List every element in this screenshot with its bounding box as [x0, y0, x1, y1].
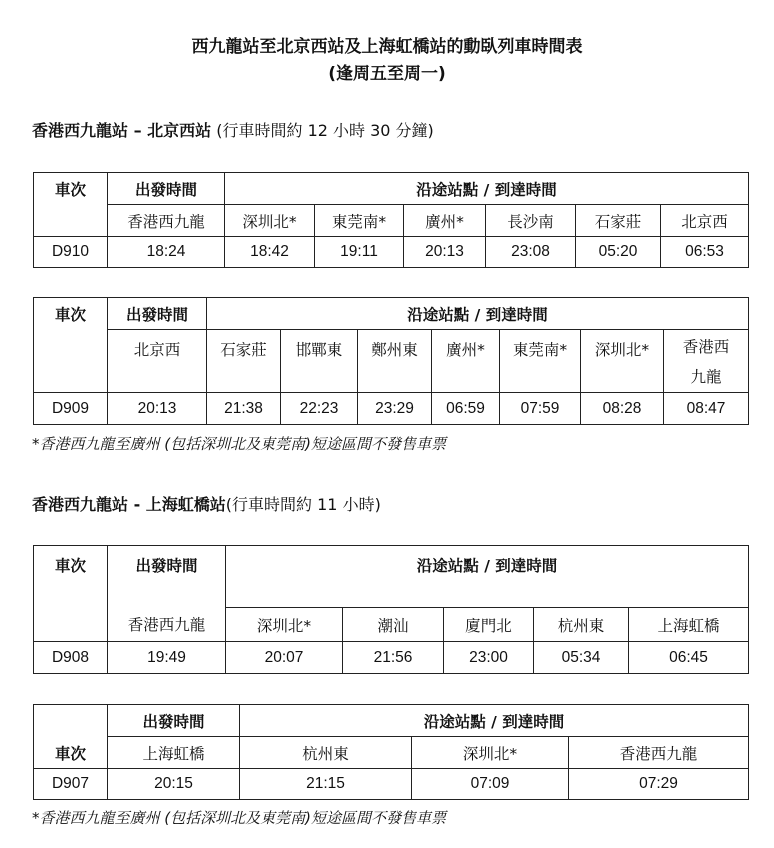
time-cell: 18:42	[225, 237, 315, 268]
section-title: 香港西九龍站 – 北京西站	[32, 121, 212, 140]
time-cell: 23:29	[358, 393, 432, 425]
time-cell: 20:07	[226, 642, 343, 674]
station-cell: 長沙南	[486, 205, 576, 237]
footnote: *香港西九龍至廣州 (包括深圳北及東莞南)短途區間不發售車票	[32, 435, 446, 453]
time-cell: 20:13	[404, 237, 486, 268]
footnote: *香港西九龍至廣州 (包括深圳北及東莞南)短途區間不發售車票	[32, 809, 446, 827]
section-heading-beijing	[32, 118, 434, 141]
station-cell: 杭州東	[534, 608, 629, 642]
train-number: D910	[34, 237, 108, 268]
train-number: D908	[34, 642, 108, 674]
header-train-no: 車次	[34, 173, 108, 205]
station-cell: 上海虹橋	[108, 737, 240, 769]
time-cell: 20:13	[108, 393, 207, 425]
header-stops: 沿途站點 / 到達時間	[225, 173, 749, 205]
time-cell: 21:38	[207, 393, 281, 425]
time-cell: 07:59	[500, 393, 581, 425]
time-cell: 06:45	[629, 642, 749, 674]
header-train-no: 車次	[34, 737, 108, 769]
empty-cell	[34, 205, 108, 237]
time-cell: 06:53	[661, 237, 749, 268]
station-cell: 廣州*	[432, 330, 500, 393]
station-cell: 上海虹橋	[629, 608, 749, 642]
station-cell: 石家莊	[576, 205, 661, 237]
station-cell: 深圳北*	[412, 737, 569, 769]
time-cell: 05:20	[576, 237, 661, 268]
header-departure: 出發時間	[108, 546, 226, 608]
timetable-d909	[33, 297, 749, 425]
station-cell: 廣州*	[404, 205, 486, 237]
header-departure: 出發時間	[108, 173, 225, 205]
station-cell: 深圳北*	[225, 205, 315, 237]
time-cell: 05:34	[534, 642, 629, 674]
time-cell: 21:15	[240, 769, 412, 800]
station-cell: 邯鄲東	[281, 330, 358, 393]
station-cell: 香港西九龍	[108, 205, 225, 237]
time-cell: 18:24	[108, 237, 225, 268]
page-title: 西九龍站至北京西站及上海虹橋站的動臥列車時間表	[191, 37, 583, 57]
section-title: 香港西九龍站 - 上海虹橋站	[32, 495, 226, 514]
time-cell: 07:09	[412, 769, 569, 800]
empty-cell	[34, 608, 108, 642]
station-cell: 杭州東	[240, 737, 412, 769]
station-cell	[664, 330, 749, 393]
section-duration: (行車時間約 11 小時)	[225, 495, 381, 514]
time-cell: 20:15	[108, 769, 240, 800]
empty-cell	[34, 705, 108, 737]
train-number: D907	[34, 769, 108, 800]
station-line: 香港西	[682, 338, 730, 356]
header-stops: 沿途站點 / 到達時間	[226, 546, 749, 608]
station-cell: 北京西	[661, 205, 749, 237]
time-cell: 19:49	[108, 642, 226, 674]
header-stops: 沿途站點 / 到達時間	[240, 705, 749, 737]
time-cell: 08:28	[581, 393, 664, 425]
station-cell: 東莞南*	[500, 330, 581, 393]
section-heading-shanghai	[32, 492, 381, 515]
station-cell: 石家莊	[207, 330, 281, 393]
time-cell: 23:00	[444, 642, 534, 674]
train-number: D909	[34, 393, 108, 425]
time-cell: 07:29	[569, 769, 749, 800]
time-cell: 08:47	[664, 393, 749, 425]
header-departure: 出發時間	[108, 298, 207, 330]
station-cell: 鄭州東	[358, 330, 432, 393]
timetable-d910	[33, 172, 749, 268]
station-cell: 廈門北	[444, 608, 534, 642]
station-cell: 香港西九龍	[108, 608, 226, 642]
header-departure: 出發時間	[108, 705, 240, 737]
time-cell: 22:23	[281, 393, 358, 425]
header-train-no: 車次	[34, 298, 108, 330]
section-duration: (行車時間約 12 小時 30 分鐘)	[216, 121, 434, 140]
time-cell: 23:08	[486, 237, 576, 268]
empty-cell	[34, 330, 108, 393]
station-cell: 潮汕	[343, 608, 444, 642]
header-stops: 沿途站點 / 到達時間	[207, 298, 749, 330]
station-line: 九龍	[690, 368, 722, 386]
station-cell: 東莞南*	[315, 205, 404, 237]
station-cell: 深圳北*	[581, 330, 664, 393]
station-cell: 深圳北*	[226, 608, 343, 642]
time-cell: 21:56	[343, 642, 444, 674]
station-cell: 北京西	[108, 330, 207, 393]
page-subtitle: (逢周五至周一)	[328, 64, 446, 84]
timetable-d907	[33, 704, 749, 800]
station-cell: 香港西九龍	[569, 737, 749, 769]
timetable-d908	[33, 545, 749, 674]
time-cell: 19:11	[315, 237, 404, 268]
header-train-no: 車次	[34, 546, 108, 608]
time-cell: 06:59	[432, 393, 500, 425]
